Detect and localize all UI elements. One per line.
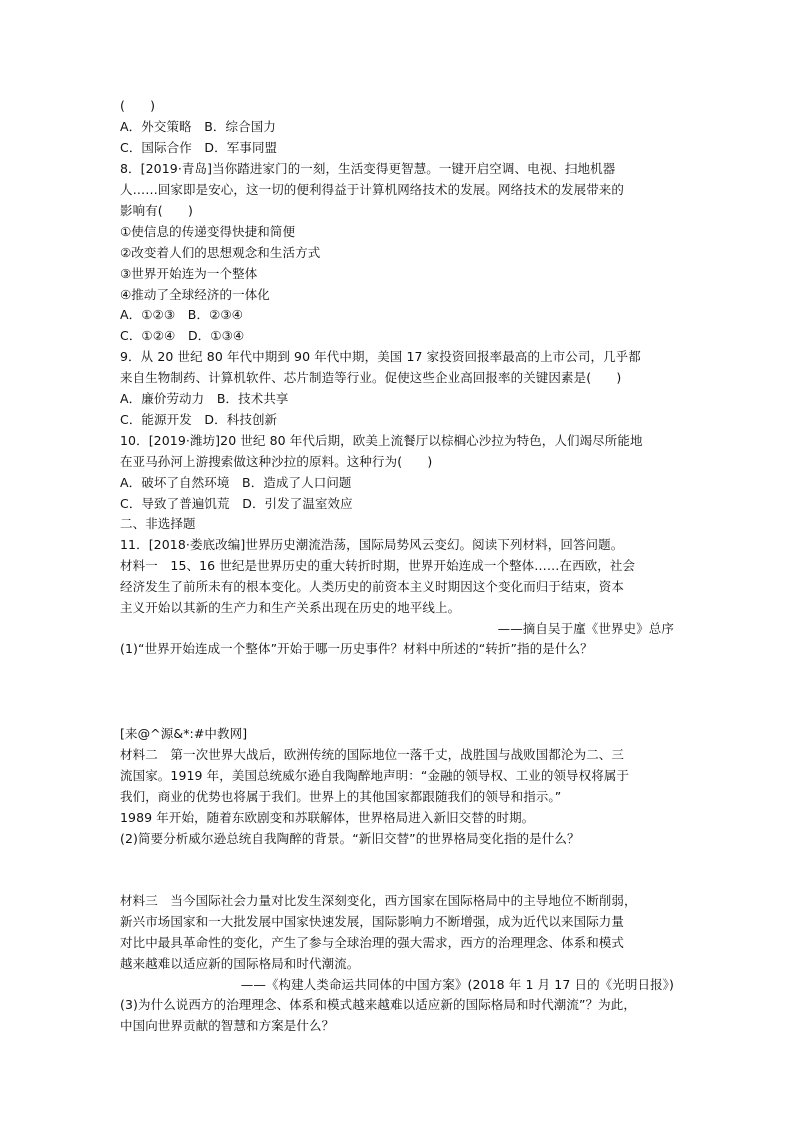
sub-question-2: (2)简要分析威尔逊总统自我陶醉的背景。“新旧交替”的世界格局变化指的是什么？ — [120, 831, 580, 846]
material-2-text: 材料二 第一次世界大战后，欧洲传统的国际地位一落千丈，战胜国与战败国都沦为二、三 — [120, 747, 625, 762]
material-3-text: 新兴市场国家和一大批发展中国家快速发展，国际影响力不断增强，成为近代以来国际力量 — [120, 914, 625, 929]
question-8-text: 8．[2019·青岛]当你踏进家门的一刻，生活变得更智慧。一键开启空调、电视、扫地机器 — [120, 161, 616, 176]
question-11-text: 11．[2018·娄底改编]世界历史潮流浩荡，国际局势风云变幻。阅读下列材料，回答问题。 — [120, 537, 624, 552]
option-line: A．外交策略 B．综合国力 — [120, 119, 276, 134]
option-line: A．破坏了自然环境 B．造成了人口问题 — [120, 475, 352, 490]
material-2-text: 流国家。1919 年，美国总统威尔逊自我陶醉地声明：“金融的领导权、工业的领导权将属于 — [120, 768, 630, 783]
material-1-source: ——摘自吴于廑《世界史》总序 — [497, 621, 674, 636]
statement-item: ②改变着人们的思想观念和生活方式 — [120, 245, 321, 260]
material-1-text: 材料一 15、16 世纪是世界历史的重大转折时期，世界开始连成一个整体……在西欧，社会 — [120, 558, 636, 573]
section-heading: 二、非选择题 — [120, 516, 196, 531]
question-10-text: 10．[2019·潍坊]20 世纪 80 年代后期，欧美上流餐厅以棕榈心沙拉为特色，人们竭尽所能地 — [120, 433, 643, 448]
sub-question-1: (1)“世界开始连成一个整体”开始于哪一历史事件？材料中所述的“转折”指的是什么？ — [120, 641, 593, 656]
statement-item: ④推动了全球经济的一体化 — [120, 287, 270, 302]
material-2-text: 1989 年开始，随着东欧剧变和苏联解体，世界格局进入新旧交替的时期。 — [120, 810, 535, 825]
statement-item: ③世界开始连为一个整体 — [120, 266, 258, 281]
option-line: C．①②④ D．①③④ — [120, 328, 245, 343]
material-1-text: 主义开始以其新的生产力和生产关系出现在历史的地平线上。 — [120, 600, 461, 615]
material-1-text: 经济发生了前所未有的根本变化。人类历史的前资本主义时期因这个变化而归于结束，资本 — [120, 579, 625, 594]
material-3-source: ——《构建人类命运共同体的中国方案》(2018 年 1 月 17 日的《光明日报》) — [240, 977, 674, 992]
material-3-text: 材料三 当今国际社会力量对比发生深刻变化，西方国家在国际格局中的主导地位不断削弱， — [120, 893, 637, 908]
material-2-text: 我们，商业的优势也将属于我们。世界上的其他国家都跟随我们的领导和指示。” — [120, 789, 562, 804]
answer-blank: ( ) — [120, 98, 156, 113]
option-line: C．能源开发 D．科技创新 — [120, 412, 278, 427]
option-line: A．廉价劳动力 B．技术共享 — [120, 391, 289, 406]
material-3-text: 对比中最具革命性的变化，产生了参与全球治理的强大需求，西方的治理理念、体系和模式 — [120, 935, 625, 950]
sub-question-3: (3)为什么说西方的治理理念、体系和模式越来越难以适应新的国际格局和时代潮流”？为此， — [120, 997, 636, 1012]
question-9-text: 来自生物制药、计算机软件、芯片制造等行业。促使这些企业高回报率的关键因素是( ) — [120, 370, 622, 385]
material-3-text: 越来越难以适应新的国际格局和时代潮流。 — [120, 956, 360, 971]
option-line: C．导致了普遍饥荒 D．引发了温室效应 — [120, 496, 353, 511]
question-10-text: 在亚马孙河上游搜索做这种沙拉的原料。这种行为( ) — [120, 454, 433, 469]
question-8-text: 人……回家即是安心，这一切的便利得益于计算机网络技术的发展。网络技术的发展带来的 — [120, 182, 625, 197]
option-line: A．①②③ B．②③④ — [120, 307, 243, 322]
option-line: C．国际合作 D．军事同盟 — [120, 140, 278, 155]
question-9-text: 9．从 20 世纪 80 年代中期到 90 年代中期，美国 17 家投资回报率最高的上市公司，几乎都 — [120, 349, 641, 364]
sub-question-3: 中国向世界贡献的智慧和方案是什么？ — [120, 1018, 335, 1033]
source-watermark: [来@^源&*:#中教网] — [120, 726, 248, 741]
question-8-text: 影响有( ) — [120, 203, 193, 218]
statement-item: ①使信息的传递变得快捷和简便 — [120, 224, 296, 239]
